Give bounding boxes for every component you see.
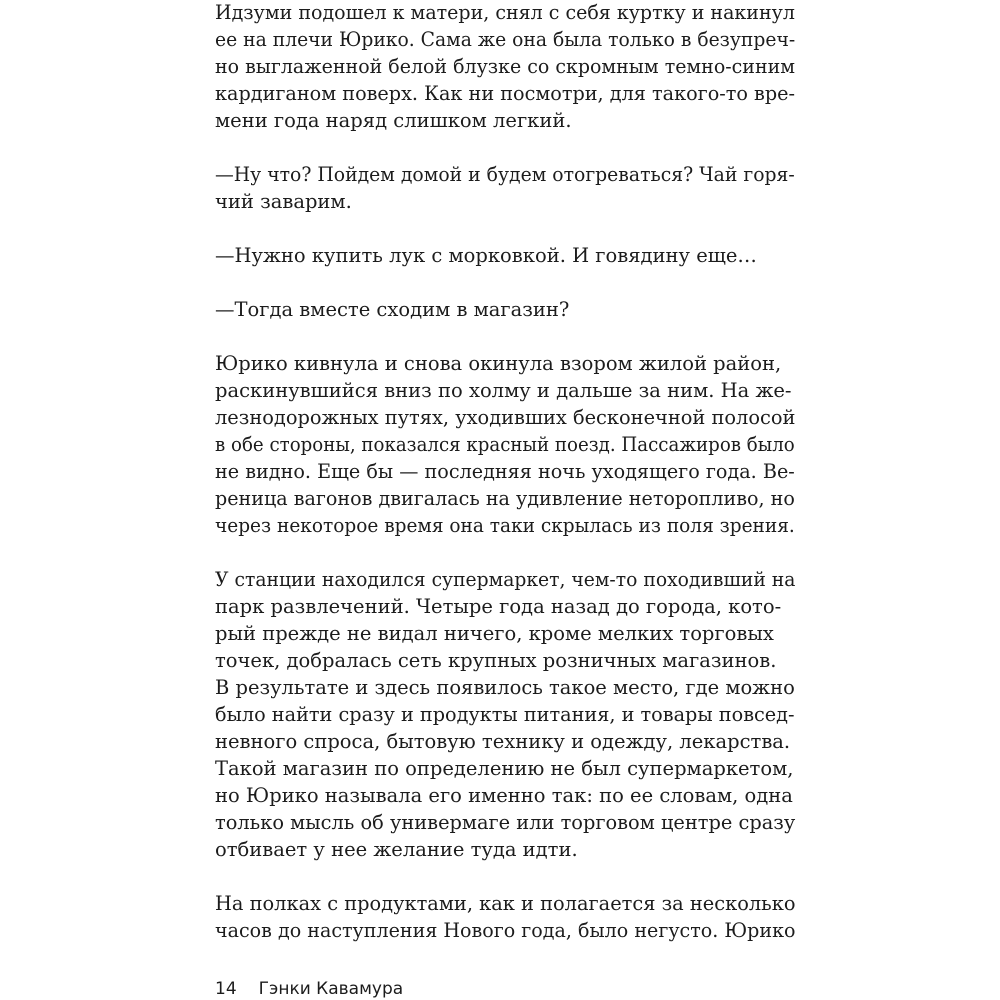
running-head-author: Гэнки Кавамура xyxy=(258,979,404,999)
text-line: часов до наступления Нового года, было негусто. Юрико xyxy=(215,919,796,942)
text-line: в обе стороны, показался красный поезд. Пассажиров было xyxy=(215,433,795,456)
text-line: невного спроса, бытовую технику и одежду, лекарства. xyxy=(215,730,791,753)
text-line: У станции находился супермаркет, чем-то походивший на xyxy=(215,568,796,591)
text-line: но выглаженной белой блузке со скромным темно-синим xyxy=(215,55,796,78)
text-line: —Тогда вместе сходим в магазин? xyxy=(215,298,570,321)
text-line: парк развлечений. Четыре года назад до города, кото- xyxy=(215,595,782,618)
text-line: раскинувшийся вниз по холму и дальше за ним. На же- xyxy=(215,379,792,402)
text-line: рый прежде не видал ничего, кроме мелких торговых xyxy=(215,622,774,645)
page-footer xyxy=(215,978,403,1000)
text-line: было найти сразу и продукты питания, и товары повсед- xyxy=(215,703,795,726)
book-page xyxy=(215,0,795,1000)
text-line: реница вагонов двигалась на удивление неторопливо, но xyxy=(215,487,795,510)
text-line: Идзуми подошел к матери, снял с себя куртку и накинул xyxy=(215,1,795,24)
text-line: точек, добралась сеть крупных розничных магазинов. xyxy=(215,649,777,672)
text-line: через некоторое время она таки скрылась из поля зрения. xyxy=(215,514,795,537)
text-line: не видно. Еще бы — последняя ночь уходящего года. Ве- xyxy=(215,460,795,483)
text-line: —Нужно купить лук с морковкой. И говядину еще… xyxy=(215,244,757,267)
text-line: На полках с продуктами, как и полагается за несколько xyxy=(215,892,796,915)
text-line: Юрико кивнула и снова окинула взором жилой район, xyxy=(215,352,782,375)
text-line: чий заварим. xyxy=(215,190,352,213)
text-line: Такой магазин по определению не был супермаркетом, xyxy=(215,757,794,780)
page-number: 14 xyxy=(215,979,237,999)
text-line: мени года наряд слишком легкий. xyxy=(215,109,572,132)
text-line: лезнодорожных путях, уходивших бесконечной полосой xyxy=(215,406,796,429)
text-line: ее на плечи Юрико. Сама же она была только в безупреч- xyxy=(215,28,796,51)
text-line: В результате и здесь появилось такое место, где можно xyxy=(215,676,795,699)
text-line: но Юрико называла его именно так: по ее словам, одна xyxy=(215,784,793,807)
text-line: —Ну что? Пойдем домой и будем отогреваться? Чай горя- xyxy=(215,163,795,186)
text-line: только мысль об универмаге или торговом центре сразу xyxy=(215,811,796,834)
text-line: отбивает у нее желание туда идти. xyxy=(215,838,578,861)
text-line: кардиганом поверх. Как ни посмотри, для такого-то вре- xyxy=(215,82,795,105)
